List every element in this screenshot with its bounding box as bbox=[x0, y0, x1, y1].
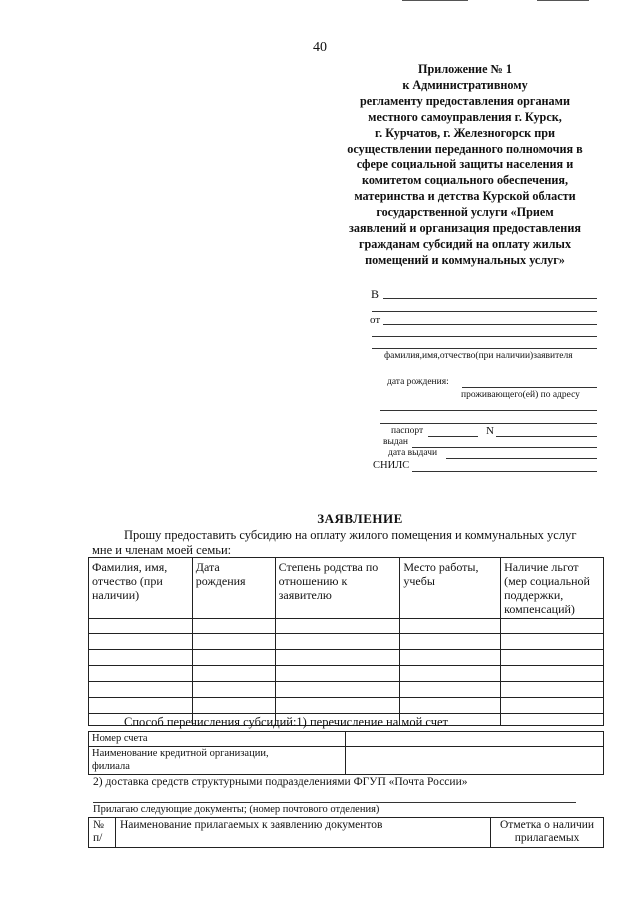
header-rule-right bbox=[537, 0, 589, 1]
to-label: В bbox=[371, 287, 380, 301]
table-row[interactable] bbox=[89, 666, 604, 682]
passport-series-field[interactable] bbox=[428, 436, 478, 437]
appendix-line: помещений и коммунальных услуг» bbox=[365, 252, 565, 267]
to-field-line[interactable] bbox=[383, 298, 597, 299]
header-benefits: Наличие льгот (мер социальной поддержки, компенсаций) bbox=[501, 558, 604, 619]
passport-number-field[interactable] bbox=[496, 436, 597, 437]
table-row[interactable] bbox=[89, 634, 604, 650]
documents-intro: Прилагаю следующие документы; (номер почтового отделения) bbox=[93, 804, 380, 815]
issue-date-label: дата выдачи bbox=[388, 448, 438, 458]
header-document-name: Наименование прилагаемых к заявлению документов bbox=[115, 818, 490, 848]
bank-details-table bbox=[88, 731, 604, 775]
table-row[interactable] bbox=[89, 682, 604, 698]
header-workplace: Место работы, учебы bbox=[400, 558, 501, 619]
appendix-line: к Административному bbox=[402, 77, 528, 92]
appendix-line: Приложение № 1 bbox=[418, 62, 512, 76]
header-rule-left bbox=[402, 0, 468, 1]
issued-by-label: выдан bbox=[383, 437, 409, 447]
documents-header-row bbox=[89, 818, 604, 848]
appendix-line: местного самоуправления г. Курск, bbox=[368, 109, 562, 124]
table-row[interactable] bbox=[89, 698, 604, 714]
birth-date-label: дата рождения: bbox=[387, 377, 449, 387]
appendix-line: гражданам субсидий на оплату жилых bbox=[358, 236, 572, 251]
appendix-line: осуществлении переданного полномочия в bbox=[347, 141, 583, 156]
post-office-number-field[interactable] bbox=[93, 802, 576, 803]
header-attachment-mark: Отметка о наличии прилагаемых bbox=[491, 818, 604, 848]
snils-label: СНИЛС bbox=[373, 460, 410, 471]
from-field-line[interactable] bbox=[383, 324, 597, 325]
statement-line-2: мне и членам моей семьи: bbox=[92, 543, 232, 557]
address-field-line[interactable] bbox=[380, 410, 597, 411]
page-number: 40 bbox=[313, 40, 327, 55]
bank-name-label: Наименование кредитной организации, филиала bbox=[89, 747, 346, 775]
account-number-label: Номер счета bbox=[89, 732, 346, 747]
to-field-line-2[interactable] bbox=[372, 311, 597, 312]
post-delivery-line: 2) доставка средств структурными подразделениями ФГУП «Почта России» bbox=[93, 776, 468, 788]
header-full-name: Фамилия, имя, отчество (при наличии) bbox=[89, 558, 193, 619]
issued-by-field[interactable] bbox=[412, 447, 597, 448]
from-label: от bbox=[370, 314, 381, 326]
address-caption: проживающего(ей) по адресу bbox=[461, 390, 580, 400]
birth-date-field[interactable] bbox=[462, 387, 597, 388]
table-row[interactable] bbox=[89, 650, 604, 666]
appendix-line: комитетом социального обеспечения, bbox=[361, 173, 569, 188]
header-birth-date: Дата рождения bbox=[192, 558, 275, 619]
account-number-field[interactable] bbox=[345, 732, 603, 747]
appendix-line: сфере социальной защиты населения и bbox=[356, 157, 574, 172]
statement-line-1: Прошу предоставить субсидию на оплату жилого помещения и коммунальных услуг bbox=[124, 528, 577, 542]
statement-title: ЗАЯВЛЕНИЕ bbox=[317, 511, 403, 526]
table-row[interactable] bbox=[89, 619, 604, 634]
bank-row bbox=[89, 747, 604, 775]
address-field-line-2[interactable] bbox=[380, 423, 597, 424]
from-field-line-3[interactable] bbox=[372, 348, 597, 349]
documents-table bbox=[88, 817, 604, 848]
appendix-line: материнства и детства Курской области bbox=[354, 189, 576, 204]
appendix-line: заявлений и организация предоставления bbox=[349, 221, 581, 236]
appendix-line: г. Курчатов, г. Железногорск при bbox=[374, 125, 556, 140]
issue-date-field[interactable] bbox=[446, 458, 597, 459]
appendix-line: государственной услуги «Прием bbox=[376, 205, 554, 220]
snils-field[interactable] bbox=[412, 471, 597, 472]
fio-caption: фамилия,имя,отчество(при наличии)заявителя bbox=[384, 351, 573, 361]
transfer-method-line: Способ перечисления субсидий:1) перечисление на мой счет bbox=[124, 715, 448, 729]
bank-name-field[interactable] bbox=[345, 747, 603, 775]
account-row bbox=[89, 732, 604, 747]
appendix-line: регламенту предоставления органами bbox=[360, 93, 570, 108]
table-header-row bbox=[89, 558, 604, 619]
from-field-line-2[interactable] bbox=[372, 336, 597, 337]
passport-label: паспорт bbox=[391, 426, 424, 436]
passport-number-label: N bbox=[486, 425, 494, 437]
header-relationship: Степень родства по отношению к заявителю bbox=[275, 558, 400, 619]
header-row-number: № п/ bbox=[89, 818, 116, 848]
appendix-heading bbox=[330, 62, 600, 269]
family-members-table bbox=[88, 557, 604, 726]
